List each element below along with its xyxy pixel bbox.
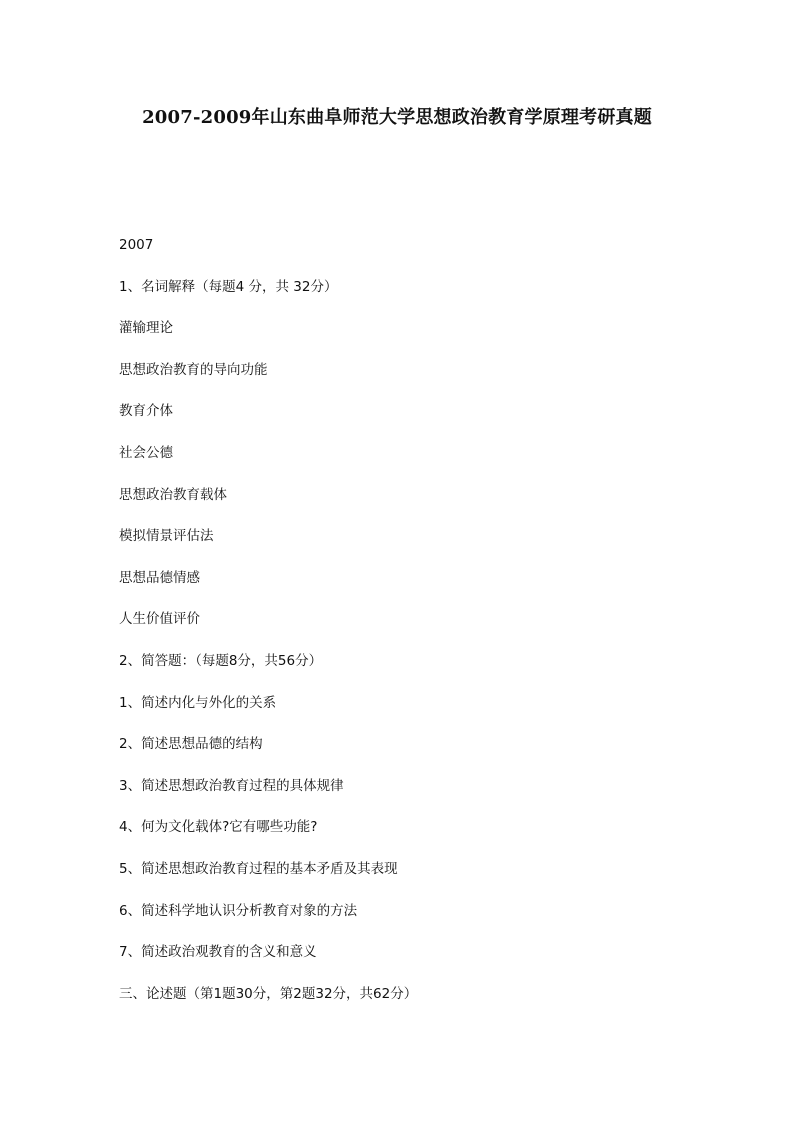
text-line: 思想政治教育的导向功能 [119, 361, 268, 378]
text-line: 5、简述思想政治教育过程的基本矛盾及其表现 [119, 860, 398, 877]
text-line: 模拟情景评估法 [119, 528, 214, 545]
text-line: 2、简答题：（每题8分，共56分） [119, 652, 323, 669]
text-line: 人生价值评价 [119, 611, 200, 628]
question-list [119, 236, 739, 1026]
text-line: 1、名词解释（每题4 分，共 32分） [119, 278, 338, 295]
text-line: 1、简述内化与外化的关系 [119, 694, 277, 711]
text-line: 社会公德 [119, 444, 173, 461]
text-line: 3、简述思想政治教育过程的具体规律 [119, 777, 344, 794]
text-line: 思想政治教育载体 [119, 486, 227, 503]
text-line: 4、何为文化载体?它有哪些功能? [119, 819, 318, 836]
text-line: 思想品德情感 [119, 569, 200, 586]
text-line: 6、简述科学地认识分析教育对象的方法 [119, 902, 358, 919]
text-line: 7、简述政治观教育的含义和意义 [119, 944, 317, 961]
text-line: 2、简述思想品德的结构 [119, 736, 263, 753]
document-title: 2007-2009年山东曲阜师范大学思想政治教育学原理考研真题 [142, 107, 652, 128]
text-line: 三、论述题（第1题30分，第2题32分，共62分） [119, 985, 418, 1002]
text-line: 教育介体 [119, 403, 173, 420]
text-line: 灌输理论 [119, 320, 173, 337]
text-line: 2007 [119, 237, 154, 253]
